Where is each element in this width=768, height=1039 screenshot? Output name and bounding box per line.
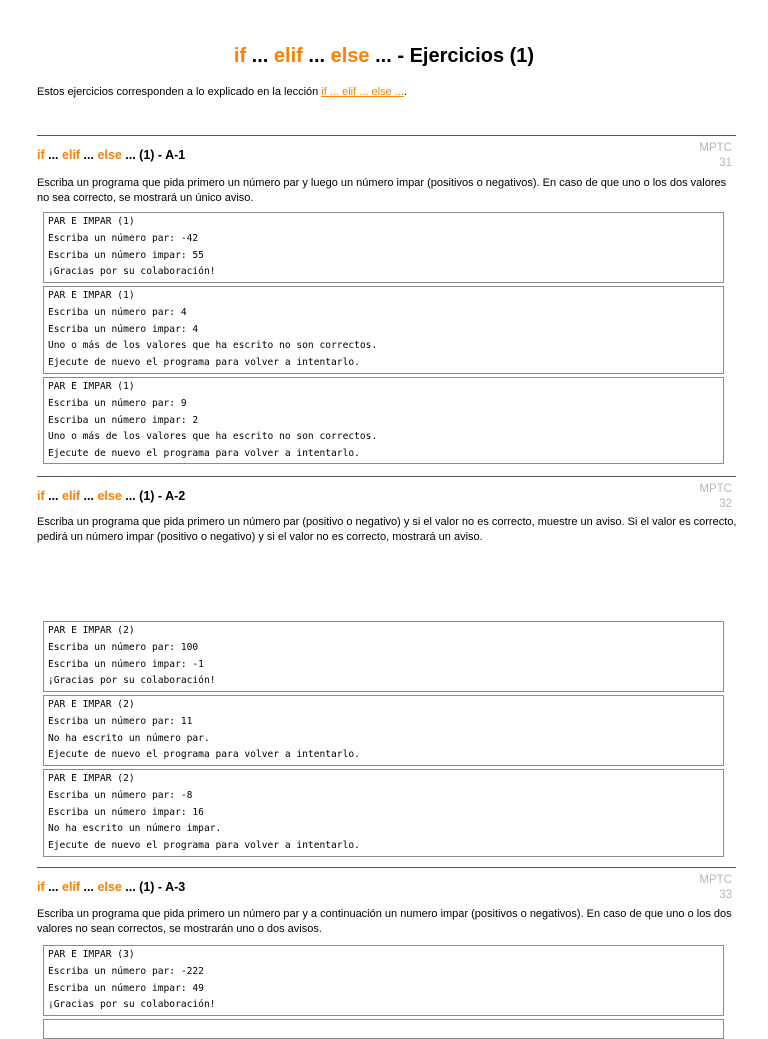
section-divider [37, 867, 736, 868]
console-line: Escriba un número par: -222 [48, 965, 204, 977]
console-line: ¡Gracias por su colaboración! [48, 999, 216, 1011]
console-line: Escriba un número impar: 49 [48, 982, 204, 994]
section-divider [37, 135, 736, 136]
exercise-tag: MPTC 31 [699, 142, 732, 169]
console-line: Uno o más de los valores que ha escrito no son correctos. [48, 431, 378, 443]
console-line: No ha escrito un número par. [48, 732, 210, 744]
console-line: Escriba un número par: 11 [48, 715, 193, 727]
exercise-heading: if ... elif ... else ... (1) - A-3 [37, 880, 186, 894]
console-line: Ejecute de nuevo el programa para volver a intentarlo. [48, 448, 360, 460]
console-line: Ejecute de nuevo el programa para volver a intentarlo. [48, 357, 360, 369]
console-line: PAR E IMPAR (3) [48, 949, 135, 960]
exercise-description: Escriba un programa que pida primero un número par (positivo o negativo) y si el valor no es correcto, muestre un aviso. Si el valor es correcto, pedirá un número impar (positivo o negativo) y si el valor no es correcto, mostrará un aviso. [37, 516, 737, 543]
console-line: ¡Gracias por su colaboración! [48, 266, 216, 278]
console-line: Escriba un número par: 9 [48, 397, 187, 409]
console-line: PAR E IMPAR (1) [48, 381, 135, 392]
console-line: ¡Gracias por su colaboración! [48, 675, 216, 687]
console-output-partial [43, 1019, 724, 1039]
console-line: Escriba un número impar: 55 [48, 249, 204, 261]
console-line: Escriba un número par: -42 [48, 232, 199, 244]
console-line: No ha escrito un número impar. [48, 823, 222, 835]
console-output [43, 695, 724, 766]
console-line: Escriba un número impar: 4 [48, 323, 199, 335]
exercise-heading: if ... elif ... else ... (1) - A-2 [37, 489, 186, 503]
console-line: Escriba un número par: -8 [48, 789, 193, 801]
console-line: Ejecute de nuevo el programa para volver a intentarlo. [48, 749, 360, 761]
exercise-description: Escriba un programa que pida primero un número par y luego un número impar (positivos o negativos). En caso de que uno o los dos valores no sea correcto, se mostrará un único aviso. [37, 177, 727, 204]
page-title: if ... elif ... else ... - Ejercicios (1) [233, 45, 535, 67]
lesson-link[interactable]: if ... elif ... else ... [321, 86, 404, 98]
console-line: PAR E IMPAR (1) [48, 216, 135, 227]
console-output [43, 621, 724, 692]
intro-paragraph: Estos ejercicios corresponden a lo explicado en la lección if ... elif ... else .... [37, 86, 407, 98]
console-line: Escriba un número par: 4 [48, 306, 187, 318]
console-output [43, 769, 724, 857]
console-output [43, 286, 724, 374]
console-line: Ejecute de nuevo el programa para volver a intentarlo. [48, 840, 360, 852]
console-line: Uno o más de los valores que ha escrito no son correctos. [48, 340, 378, 352]
console-line: PAR E IMPAR (2) [48, 699, 135, 710]
console-output [43, 945, 724, 1016]
console-line: PAR E IMPAR (2) [48, 625, 135, 636]
section-divider [37, 476, 736, 477]
console-line: PAR E IMPAR (2) [48, 773, 135, 784]
console-line: Escriba un número impar: -1 [48, 658, 204, 670]
exercise-tag: MPTC 33 [699, 874, 732, 901]
console-line: Escriba un número impar: 16 [48, 806, 204, 818]
exercise-heading: if ... elif ... else ... (1) - A-1 [37, 148, 186, 162]
console-line: Escriba un número impar: 2 [48, 414, 199, 426]
console-output [43, 377, 724, 464]
exercise-tag: MPTC 32 [699, 483, 732, 510]
console-line: Escriba un número par: 100 [48, 641, 199, 653]
console-line: PAR E IMPAR (1) [48, 290, 135, 301]
exercise-description: Escriba un programa que pida primero un número par y a continuación un numero impar (positivos o negativos). En caso de que uno o los dos valores no sean correctos, se mostrarán uno o dos avisos. [37, 908, 732, 935]
console-output [43, 212, 724, 283]
